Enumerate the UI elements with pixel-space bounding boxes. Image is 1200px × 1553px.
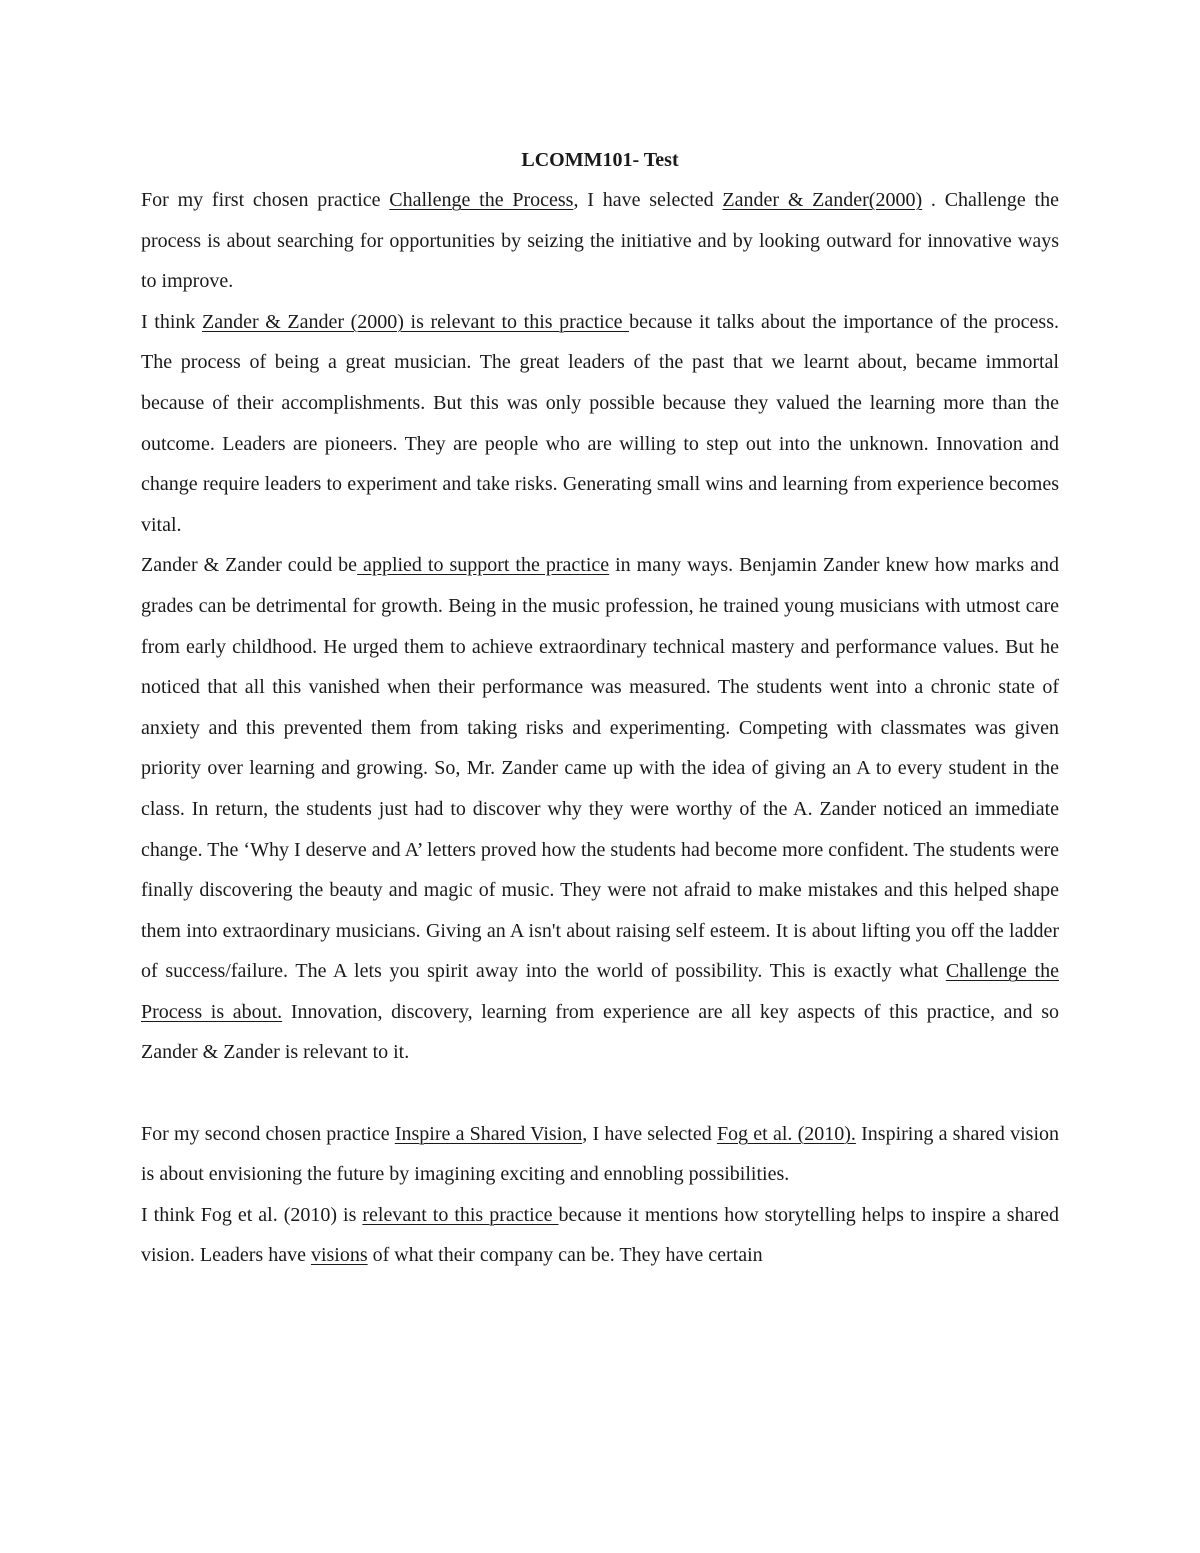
p4-underlined-source: Fog et al. (2010). (716, 1122, 856, 1145)
p1-text-3: . Challenge the process is about searching for opportunities by seizing the initiative and by looking outward for innovative ways to improve. (141, 189, 1059, 293)
p1-underlined-practice: Challenge the Process (389, 189, 574, 211)
p2-text-2: because it talks about the importance of the process. The process of being a great musician. The great leaders of the past that we learnt about, became immortal because of their accomplishments. But this was only possible because they valued the learning more than the outcome. Leaders are pioneers. They are people who are willing to step out into the unknown. Innovation and change require leaders to experiment and take risks. Generating small wins and learning from experience becomes vital. (141, 310, 1059, 536)
p3-underlined-practice: Challenge the Process is about. (141, 960, 1059, 1023)
p5-text-2: because it mentions how storytelling helps to inspire a shared vision. Leaders have (141, 1203, 1059, 1267)
p4-text-3: Inspiring a shared vision is about envisioning the future by imagining exciting and ennobling possibilities. (141, 1122, 1060, 1186)
p5-underlined-visions: visions (310, 1244, 368, 1267)
p4-text-1: For my second chosen practice (141, 1122, 395, 1145)
p1-underlined-source: Zander & Zander(2000) (722, 189, 923, 211)
document-body (141, 140, 1059, 1276)
p3-text-2: in many ways. Benjamin Zander knew how marks and grades can be detrimental for growth. Being in the music profession, he trained young musicians with utmost care from early childhood. He urged them to achieve extraordinary technical mastery and performance values. But he noticed that all this vanished when their performance was measured. The students went into a chronic state of anxiety and this prevented them from taking risks and experimenting. Competing with classmates was given priority over learning and growing. So, Mr. Zander came up with the idea of giving an A to every student in the class. In return, the students just had to discover why they were worthy of the A. Zander noticed an immediate change. The ‘Why I deserve and A’ letters proved how the students had become more confident. The students were finally discovering the beauty and magic of music. They were not afraid to make mistakes and this helped shape them into extraordinary musicians. Giving an A isn't about raising self esteem. It is about lifting you off the ladder of success/failure. The A lets you spirit away into the world of possibility. This is exactly what (141, 554, 1059, 983)
p1-text-2: , I have selected (573, 189, 723, 211)
paragraph-2 (141, 302, 1059, 546)
p2-text-1: I think (141, 310, 202, 333)
p5-text-3: of what their company can be. They have certain (367, 1244, 763, 1267)
document-title: LCOMM101- Test (521, 149, 679, 171)
p4-underlined-practice: Inspire a Shared Vision (394, 1122, 583, 1145)
paragraph-5 (141, 1195, 1059, 1276)
p1-text-1: For my first chosen practice (141, 189, 390, 211)
p5-underlined-relevance: relevant to this practice (362, 1203, 559, 1226)
p4-text-2: , I have selected (582, 1122, 717, 1145)
paragraph-1 (141, 180, 1059, 302)
paragraph-4 (141, 1114, 1059, 1195)
p2-underlined-relevance: Zander & Zander (2000) is relevant to this practice (201, 310, 630, 333)
p5-text-1: I think Fog et al. (2010) is (141, 1203, 363, 1226)
paragraph-3 (141, 545, 1059, 1073)
p3-text-3: Innovation, discovery, learning from experience are all key aspects of this practice, and so Zander & Zander is relevant to it. (141, 1000, 1059, 1064)
p3-text-1: Zander & Zander could be (141, 554, 358, 577)
p3-underlined-application: applied to support the practice (357, 554, 610, 577)
